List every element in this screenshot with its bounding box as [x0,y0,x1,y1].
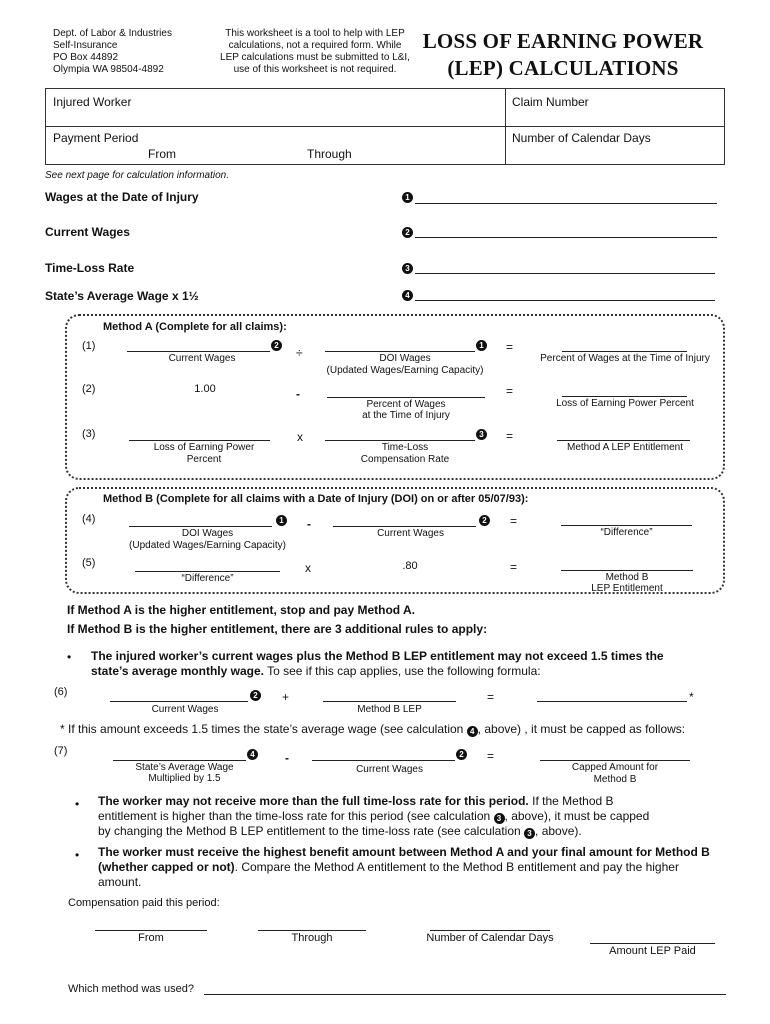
footer-amount-caption: Amount LEP Paid [609,945,696,957]
footer-through-caption: Through [291,932,333,944]
note-line: LEP calculations must be submitted to L&I, [220,52,410,63]
see-next-page-note: See next page for calculation information. [45,170,229,181]
note-line: This worksheet is a tool to help with LEP [225,28,405,39]
method-b-caption: Method B [605,572,649,583]
step-1-icon: 1 [402,192,413,203]
a3-method-a-lep-input[interactable] [557,440,690,441]
a2-result-input[interactable] [562,396,687,397]
agency-line: PO Box 44892 [53,52,119,63]
rule-2-line-3 [98,824,738,838]
r7-current-wages-input[interactable] [312,760,455,761]
injured-worker-field[interactable]: Injured Worker [53,95,132,109]
step-3-icon: 3 [476,429,487,440]
worksheet-note [210,28,420,76]
row-number: (6) [54,686,68,698]
rule-2-d: by changing the Method B LEP entitlement to the time-loss rate (see calculation [98,824,525,838]
equals-sign: = [510,560,518,574]
factor-value: .80 [402,560,418,572]
footer-through-input[interactable] [258,930,366,931]
capped-caption: Capped Amount for [571,762,659,773]
time-loss-rate-label: Time-Loss Rate [45,261,135,275]
rule-2-a: If the Method B [532,794,614,808]
which-method-input[interactable] [204,994,726,995]
comp-paid-label: Compensation paid this period: [68,897,220,909]
state-average-label: State’s Average Wage x 1½ [45,289,199,303]
divide-sign: ÷ [296,346,303,360]
equals-sign: = [510,514,518,528]
current-wages-input[interactable] [415,237,717,238]
bullet: • [67,650,72,664]
step-4-icon: 4 [402,290,413,301]
step-4-icon: 4 [247,749,258,760]
time-loss-caption: Time-Loss [381,442,429,453]
step-2-icon: 2 [479,515,490,526]
title-line-1: LOSS OF EARNING POWER [422,29,704,53]
row-number: (4) [82,513,96,525]
doi-sub-caption: (Updated Wages/Earning Capacity) [129,540,286,551]
doi-wages-caption: DOI Wages [379,353,431,364]
title-line-2: (LEP) CALCULATIONS [447,56,679,80]
row-number: (7) [54,745,68,757]
difference-caption: “Difference” [600,527,653,538]
rule-3-line-2 [98,860,738,874]
which-method-label: Which method was used? [68,983,194,995]
rule-1-rest: To see if this cap applies, use the following formula: [267,664,541,678]
row-number: (2) [82,383,96,395]
divider [45,126,725,127]
current-wages-caption: Current Wages [377,528,444,539]
percent-caption: Percent [186,454,222,465]
rule-2-bold: The worker may not receive more than the full time-loss rate for this period. [98,794,529,808]
step-1-icon: 1 [276,515,287,526]
footer-from-caption: From [138,932,164,944]
equals-sign: = [506,429,514,443]
cap-note-a: * If this amount exceeds 1.5 times the state’s average wage (see calculation [60,722,467,736]
calendar-days-field[interactable]: Number of Calendar Days [512,131,651,145]
footer-from-input[interactable] [95,930,207,931]
cap-note-b: , above) , it must be capped as follows: [477,722,686,736]
doi-wages-sub-caption: (Updated Wages/Earning Capacity) [326,365,484,376]
state-average-input[interactable] [415,300,715,301]
footer-days-caption: Number of Calendar Days [426,932,554,944]
claim-number-field[interactable]: Claim Number [512,95,589,109]
agency-line: Olympia WA 98504-4892 [53,64,164,75]
note-line: calculations, not a required form. While [228,40,402,51]
rule-2-line-1 [98,794,738,808]
step-2-icon: 2 [456,749,467,760]
minus-sign: - [307,517,311,531]
current-wages-caption: Current Wages [168,353,236,364]
method-a-title: Method A (Complete for all claims): [103,321,287,333]
rule-1-line-2 [91,664,731,678]
cap-note [60,722,760,736]
rule-b-text: If Method B is the higher entitlement, there are 3 additional rules to apply: [67,622,488,636]
current-wages-caption: Current Wages [151,704,219,715]
multiply-sign: x [305,561,311,575]
pct-wages-caption: Percent of Wages at the Time of Injury [540,353,710,364]
step-1-icon: 1 [476,340,487,351]
current-wages-label: Current Wages [45,225,130,239]
a3-time-loss-input[interactable] [325,440,475,441]
capped-caption-2: Method B [593,774,637,785]
a1-doi-wages-input[interactable] [325,351,475,352]
equals-sign: = [506,340,514,354]
r6-method-b-input[interactable] [323,701,456,702]
multiplied-caption: Multiplied by 1.5 [148,773,221,784]
lep-pct-caption: Loss of Earning Power Percent [556,398,694,409]
b4-difference-input[interactable] [561,525,692,526]
one-value: 1.00 [194,383,216,395]
equals-sign: = [487,749,495,763]
step-4-icon: 4 [467,726,478,737]
rule-3-last: amount. [98,875,142,889]
comp-rate-caption: Compensation Rate [360,454,450,465]
rule-2-e: , above). [535,824,582,838]
b5-difference-input[interactable] [135,571,280,572]
row-number: (5) [82,557,96,569]
note-line: use of this worksheet is not required. [233,64,397,75]
rule-a-text: If Method A is the higher entitlement, stop and pay Method A. [67,603,416,617]
method-b-title: Method B (Complete for all claims with a Date of Injury (DOI) on or after 05/07/93): [103,493,529,505]
agency-line: Dept. of Labor & Industries [53,28,172,39]
form-title [418,28,708,82]
step-2-icon: 2 [271,340,282,351]
loss-ep-caption: Loss of Earning Power [153,442,255,453]
rule-2-c: , above), it must be capped [504,809,650,823]
agency-line: Self-Insurance [53,40,118,51]
minus-sign: - [285,751,289,765]
rule-3-bold: The worker must receive the highest benefit amount between Method A and your final amount for Method B [98,845,710,859]
step-3-icon: 3 [402,263,413,274]
minus-sign: - [296,387,300,401]
wages-doi-input[interactable] [415,203,717,204]
step-2-icon: 2 [402,227,413,238]
footer-days-input[interactable] [430,930,550,931]
divider [505,88,506,165]
b4-current-wages-input[interactable] [333,526,476,527]
row-number: (1) [82,340,96,352]
r7-capped-input[interactable] [540,760,690,761]
a3-lep-pct-input[interactable] [129,440,270,441]
r6-total-input[interactable] [537,701,687,702]
method-b-lep-caption: Method B LEP [357,704,422,715]
current-wages-caption: Current Wages [356,764,423,775]
multiply-sign: x [297,430,303,444]
payment-period-label: Payment Period [53,131,139,145]
lep-entitlement-caption: LEP Entitlement [591,583,663,594]
rule-3-rest: . Compare the Method A entitlement to the Method B entitlement and pay the higher [234,860,679,874]
b4-doi-wages-input[interactable] [129,526,272,527]
asterisk: * [689,690,694,704]
rule-3-bold-2: (whether capped or not) [98,860,235,874]
method-a-lep-caption: Method A LEP Entitlement [566,442,683,453]
equals-sign: = [506,384,514,398]
a2-pct-wages-input[interactable] [327,397,485,398]
state-avg-caption: State’s Average Wage [135,762,234,773]
rule-1-bold: state’s average monthly wage. [91,664,264,678]
r7-state-avg-input[interactable] [113,760,246,761]
at-time-caption: at the Time of Injury [362,410,450,421]
row-number: (3) [82,428,96,440]
step-3-icon: 3 [524,828,535,839]
time-loss-rate-input[interactable] [415,273,715,274]
rule-2-line-2 [98,809,738,823]
equals-sign: = [487,690,495,704]
step-2-icon: 2 [250,690,261,701]
doi-wages-caption: DOI Wages [181,528,234,539]
a1-current-wages-input[interactable] [127,351,270,352]
pct-wages-caption: Percent of Wages [366,399,446,410]
bullet: • [75,797,80,811]
step-3-icon: 3 [494,813,505,824]
difference-caption: “Difference” [181,573,234,584]
plus-sign: + [282,690,290,704]
r6-current-wages-input[interactable] [110,701,248,702]
period-through-field[interactable]: Through [307,147,352,161]
b5-method-b-input[interactable] [561,570,693,571]
rule-1-text: The injured worker’s current wages plus the Method B LEP entitlement may not exceed 1.5 times the [91,649,664,663]
period-from-field[interactable]: From [148,147,176,161]
wages-doi-label: Wages at the Date of Injury [45,190,199,204]
rule-2-b: entitlement is higher than the time-loss rate for this period (see calculation [98,809,494,823]
agency-address [53,28,213,76]
a1-result-input[interactable] [562,351,687,352]
footer-amount-input[interactable] [590,943,715,944]
bullet: • [75,848,80,862]
